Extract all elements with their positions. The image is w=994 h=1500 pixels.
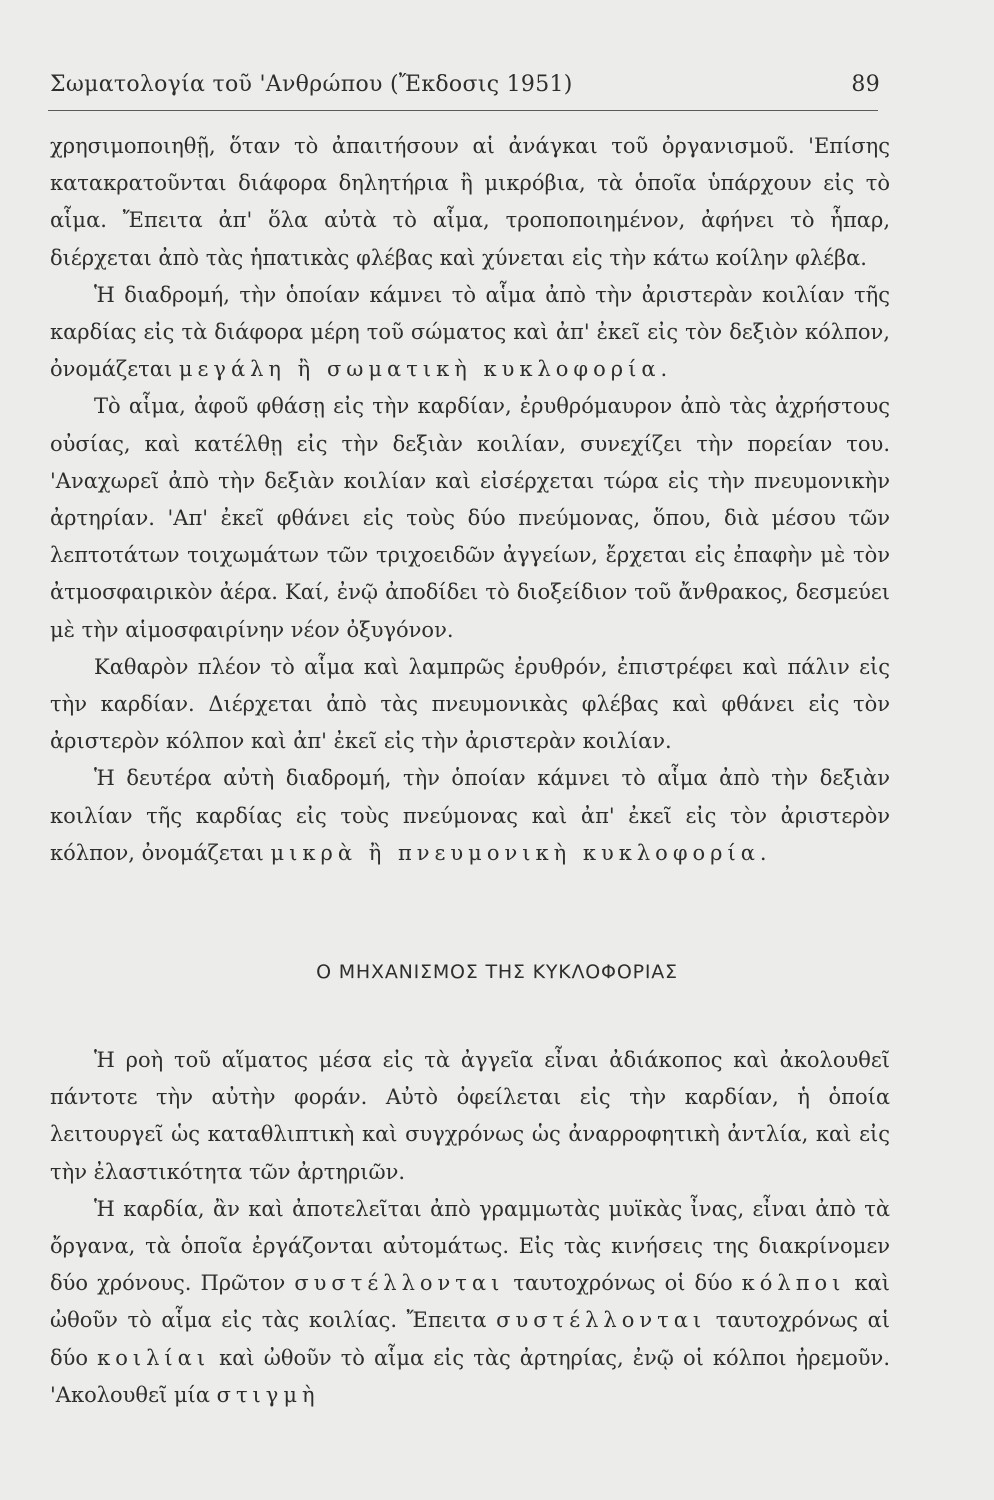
emphasized-term: στιγμὴ <box>216 1382 320 1407</box>
paragraph-text: ταυτοχρόνως οἱ δύο <box>504 1271 742 1296</box>
emphasized-term: συστέλλονται <box>496 1308 707 1333</box>
emphasized-term: μεγάλη ἢ σωματικὴ κυκλοφορία. <box>178 357 673 382</box>
paragraph <box>50 760 890 872</box>
paragraph-text: Ἡ δευτέρα αὐτὴ διαδρομή, τὴν ὁποίαν κάμνει τὸ αἷμα ἀπὸ τὴν δεξιὰν κοιλίαν τῆς καρδίας εἰς τοὺς πνεύμονας καὶ ἀπ' ἐκεῖ εἰς τὸν ἀριστερὸν κόλπον, ὀνομάζεται <box>50 766 890 865</box>
header-rule <box>48 110 878 111</box>
section-1-text <box>50 128 890 872</box>
paragraph: Ἡ ροὴ τοῦ αἵματος μέσα εἰς τὰ ἀγγεῖα εἶναι ἀδιάκοπος καὶ ἀκολουθεῖ πάντοτε τὴν αὐτὴν φοράν. Αὐτὸ ὀφείλεται εἰς τὴν καρδίαν, ἡ ὁποία λειτουργεῖ ὡς καταθλιπτικὴ καὶ συγχρόνως ὡς ἀναρροφητικὴ ἀντλία, καὶ εἰς τὴν ἐλαστικότητα τῶν ἀρτηριῶν. <box>50 1048 890 1184</box>
emphasized-term: μικρὰ ἢ πνευμονικὴ κυκλοφορία. <box>270 840 772 865</box>
paragraph <box>50 1191 890 1414</box>
paragraph-text: καὶ ὠθοῦν τὸ αἷμα εἰς τὰς ἀρτηρίας, ἐνῷ οἱ κόλποι ἠρεμοῦν. 'Ακολουθεῖ μία <box>50 1345 891 1407</box>
paragraph-text: Ἡ καρδία, ἂν καὶ ἀποτελεῖται ἀπὸ γραμμωτὰς μυϊκὰς ἶνας, εἶναι ἀπὸ τὰ ὄργανα, τὰ ὁποῖα ἐργάζονται αὐτομάτως. Εἰς τὰς κινήσεις της διακρίνομεν δύο χρόνους. Πρῶτον <box>50 1196 890 1296</box>
paragraph: χρησιμοποιηθῇ, ὅταν τὸ ἀπαιτήσουν αἱ ἀνάγκαι τοῦ ὀργανισμοῦ. 'Επίσης κατακρατοῦνται διάφορα δηλητήρια ἢ μικρόβια, τὰ ὁποῖα ὑπάρχουν εἰς τὸ αἷμα. Ἔπειτα ἀπ' ὅλα αὐτὰ τὸ αἷμα, τροποποιημένον, ἀφήνει τὸ ἧπαρ, διέρχεται ἀπὸ τὰς ἡπατικὰς φλέβας καὶ χύνεται εἰς τὴν κάτω κοίλην φλέβα. <box>50 134 890 270</box>
paragraph: Καθαρὸν πλέον τὸ αἷμα καὶ λαμπρῶς ἐρυθρόν, ἐπιστρέφει καὶ πάλιν εἰς τὴν καρδίαν. Διέρχεται ἀπὸ τὰς πνευμονικὰς φλέβας καὶ φθάνει εἰς τὸν ἀριστερὸν κόλπον καὶ ἀπ' ἐκεῖ εἰς τὴν ἀριστερὰν κοιλίαν. <box>50 654 890 754</box>
running-title: Σωματολογία τοῦ 'Ανθρώπου (Ἔκδοσις 1951) <box>50 72 573 97</box>
paragraph-text: καὶ ὠθοῦν τὸ αἷμα εἰς τὰς κοιλίας. Ἔπειτα <box>50 1271 890 1333</box>
emphasized-term: κόλποι <box>741 1271 846 1296</box>
emphasized-term: συστέλλονται <box>294 1271 505 1296</box>
page-number: 89 <box>851 72 880 97</box>
paragraph-text: ταυτοχρόνως αἱ δύο <box>50 1308 890 1370</box>
page-header <box>50 72 880 97</box>
paragraph <box>50 277 890 389</box>
paragraph: Τὸ αἷμα, ἀφοῦ φθάσῃ εἰς τὴν καρδίαν, ἐρυθρόμαυρον ἀπὸ τὰς ἀχρήστους οὐσίας, καὶ κατέλθῃ εἰς τὴν δεξιὰν κοιλίαν, συνεχίζει τὴν πορείαν του. 'Αναχωρεῖ ἀπὸ τὴν δεξιὰν κοιλίαν καὶ εἰσέρχεται τώρα εἰς τὴν πνευμονικὴν ἀρτηρίαν. 'Απ' ἐκεῖ φθάνει εἰς τοὺς δύο πνεύμονας, ὅπου, διὰ μέσου τῶν λεπτοτάτων τοιχωμάτων τῶν τριχοειδῶν ἀγγείων, ἔρχεται εἰς ἐπαφὴν μὲ τὸν ἀτμοσφαιρικὸν ἀέρα. Καί, ἐνῷ ἀποδίδει τὸ διοξείδιον τοῦ ἄνθρακος, δεσμεύει μὲ τὴν αἱμοσφαιρίνην νέον ὀξυγόνον. <box>50 394 890 642</box>
emphasized-term: κοιλίαι <box>97 1345 211 1370</box>
section-heading: Ο ΜΗΧΑΝΙΣΜΟΣ ΤΗΣ ΚΥΚΛΟΦΟΡΙΑΣ <box>316 961 678 983</box>
section-2-text <box>50 1042 890 1414</box>
paragraph-text: Ἡ διαδρομή, τὴν ὁποίαν κάμνει τὸ αἷμα ἀπὸ τὴν ἀριστερὰν κοιλίαν τῆς καρδίας εἰς τὰ διάφορα μέρη τοῦ σώματος καὶ ἀπ' ἐκεῖ εἰς τὸν δεξιὸν κόλπον, ὀνομάζεται <box>50 282 890 382</box>
